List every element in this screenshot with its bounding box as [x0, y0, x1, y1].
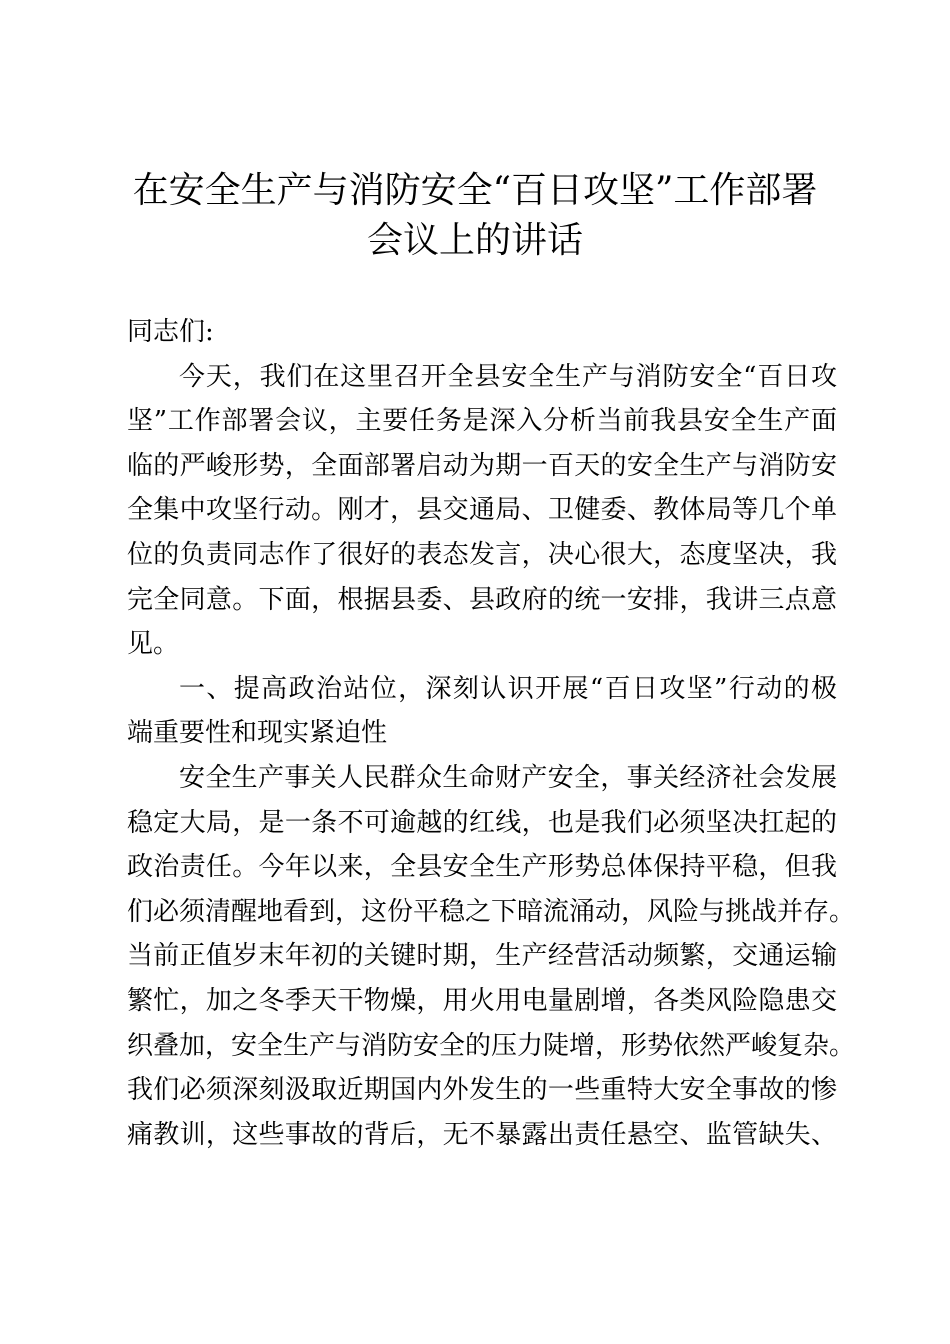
paragraph-line: 安全生产事关人民群众生命财产安全，事关经济社会发展	[179, 762, 837, 793]
paragraph-line: 见。	[127, 629, 180, 660]
paragraph-line: 全集中攻坚行动。刚才，县交通局、卫健委、教体局等几个单	[127, 495, 837, 526]
paragraph-line: 们必须清醒地看到，这份平稳之下暗流涌动，风险与挑战并存。	[127, 896, 856, 927]
paragraph-line: 坚”工作部署会议，主要任务是深入分析当前我县安全生产面	[127, 406, 837, 437]
paragraph-line: 繁忙，加之冬季天干物燥，用火用电量剧增，各类风险隐患交	[127, 985, 837, 1016]
paragraph-line: 端重要性和现实紧迫性	[127, 718, 388, 749]
paragraph-line: 我们必须深刻汲取近期国内外发生的一些重特大安全事故的惨	[127, 1075, 837, 1106]
title-line: 在安全生产与消防安全“百日攻坚”工作部署	[132, 170, 818, 211]
section-heading	[127, 667, 837, 756]
document-title	[100, 166, 850, 266]
paragraph-line: 完全同意。下面，根据县委、县政府的统一安排，我讲三点意	[127, 584, 837, 615]
title-line: 会议上的讲话	[366, 220, 583, 261]
paragraph-line: 织叠加，安全生产与消防安全的压力陡增，形势依然严峻复杂。	[127, 1030, 856, 1061]
paragraph-line: 临的严峻形势，全面部署启动为期一百天的安全生产与消防安	[127, 450, 837, 481]
paragraph-line: 稳定大局，是一条不可逾越的红线，也是我们必须坚决扛起的	[127, 807, 837, 838]
paragraph-line: 政治责任。今年以来，全县安全生产形势总体保持平稳，但我	[127, 852, 837, 883]
salutation: 同志们:	[127, 317, 214, 347]
paragraph-line: 一、提高政治站位，深刻认识开展“百日攻坚”行动的极	[179, 673, 837, 704]
paragraph-line: 痛教训，这些事故的背后，无不暴露出责任悬空、监管缺失、	[127, 1119, 837, 1150]
paragraph-line: 当前正值岁末年初的关键时期，生产经营活动频繁，交通运输	[127, 941, 837, 972]
paragraph-line: 位的负责同志作了很好的表态发言，决心很大，态度坚决，我	[127, 539, 837, 570]
paragraph	[127, 756, 856, 1157]
paragraph-line: 今天，我们在这里召开全县安全生产与消防安全“百日攻	[179, 361, 837, 392]
paragraph	[127, 355, 837, 667]
document-body	[127, 310, 856, 1157]
